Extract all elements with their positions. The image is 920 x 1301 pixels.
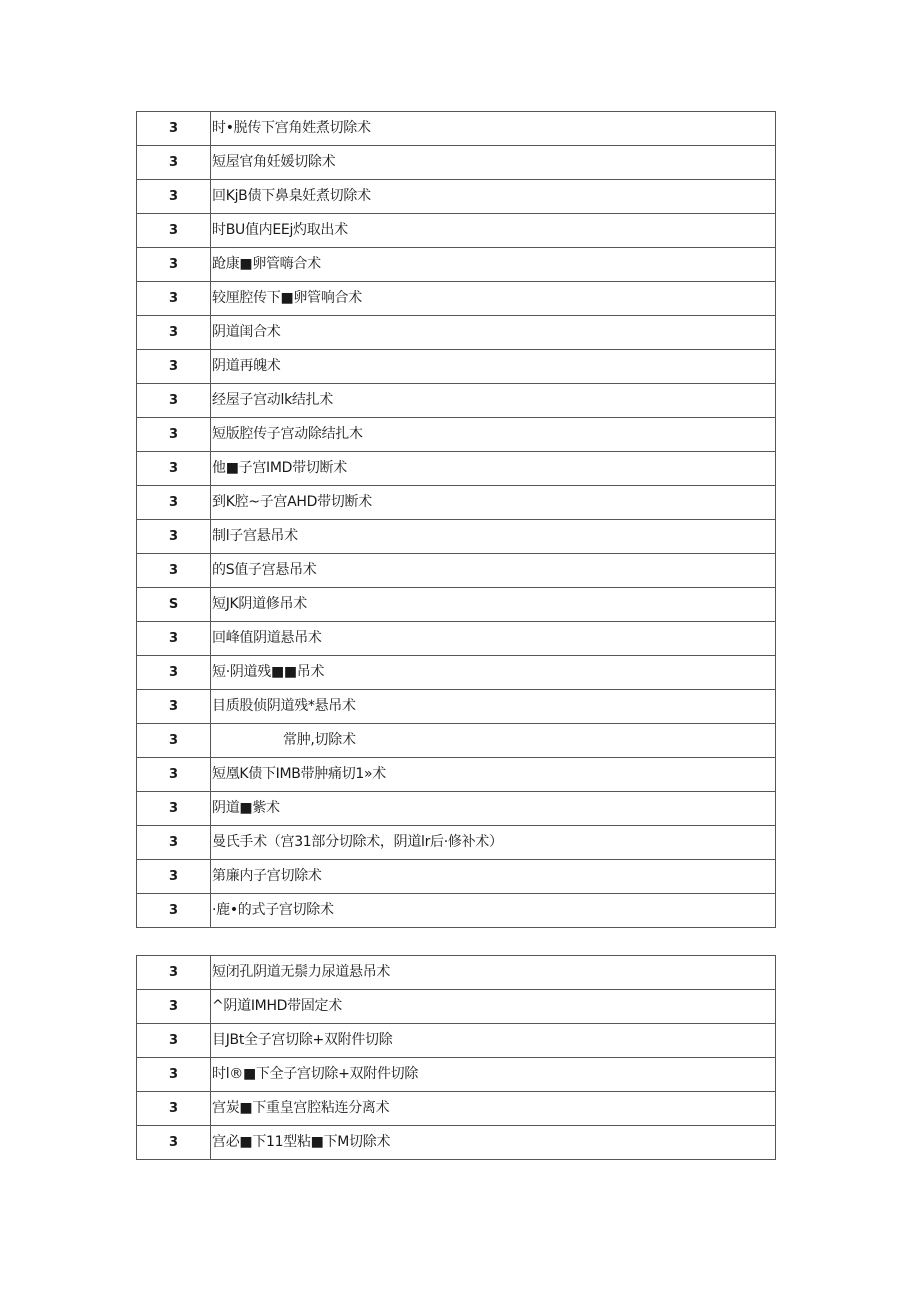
procedure-name: 短凰K债下IMB带肿痛切1»术 (211, 758, 776, 792)
procedure-name: 宫必■下11型粘■下M切除术 (211, 1126, 776, 1160)
procedure-name: 短JK阴道修吊术 (211, 588, 776, 622)
table-row (137, 520, 776, 554)
procedure-name: 他■子宫IMD带切断术 (211, 452, 776, 486)
procedure-name: 跄康■卵管嗨合术 (211, 248, 776, 282)
table-row (137, 690, 776, 724)
procedure-name: 经屋子宫动lk结扎术 (211, 384, 776, 418)
procedure-level: 3 (137, 180, 211, 214)
procedure-name: 目质股侦阴道残*悬吊术 (211, 690, 776, 724)
procedure-name: 短·阴道残■■吊术 (211, 656, 776, 690)
procedure-name: ^阴道IMHD带固定术 (211, 990, 776, 1024)
procedure-table-2-body (137, 956, 776, 1160)
procedure-level: 3 (137, 384, 211, 418)
table-row (137, 316, 776, 350)
procedure-table-1-body (137, 112, 776, 928)
table-row (137, 1024, 776, 1058)
procedure-level: 3 (137, 452, 211, 486)
table-row (137, 860, 776, 894)
procedure-level: 3 (137, 1126, 211, 1160)
table-row (137, 554, 776, 588)
procedure-level: 3 (137, 350, 211, 384)
procedure-level: 3 (137, 826, 211, 860)
procedure-name: 较厘腔传下■卵管响合术 (211, 282, 776, 316)
procedure-name: 回KjB债下鼻臬妊煮切除术 (211, 180, 776, 214)
table-row (137, 724, 776, 758)
procedure-name: 阴道再魄术 (211, 350, 776, 384)
procedure-level: 3 (137, 894, 211, 928)
procedure-level: 3 (137, 956, 211, 990)
procedure-name: 的S值子宫悬吊术 (211, 554, 776, 588)
procedure-level: 3 (137, 554, 211, 588)
procedure-level: 3 (137, 1058, 211, 1092)
procedure-level: 3 (137, 418, 211, 452)
procedure-name: 制l子宫悬吊术 (211, 520, 776, 554)
procedure-level: 3 (137, 860, 211, 894)
table-row (137, 894, 776, 928)
procedure-level: 3 (137, 282, 211, 316)
procedure-name: ·鹿•的式子宫切除术 (211, 894, 776, 928)
table-row (137, 1058, 776, 1092)
table-row (137, 112, 776, 146)
procedure-name: 第廉内子宫切除术 (211, 860, 776, 894)
procedure-name: 时l®■下全子宫切除+双附件切除 (211, 1058, 776, 1092)
table-row (137, 758, 776, 792)
procedure-level: 3 (137, 146, 211, 180)
procedure-name: 宫炭■下重皇宫腔粘连分离术 (211, 1092, 776, 1126)
procedure-level: 3 (137, 316, 211, 350)
procedure-name: 目JBt全子宫切除+双附件切除 (211, 1024, 776, 1058)
procedure-level: 3 (137, 1024, 211, 1058)
procedure-level: S (137, 588, 211, 622)
procedure-level: 3 (137, 656, 211, 690)
procedure-name: 阴道闺合术 (211, 316, 776, 350)
procedure-level: 3 (137, 248, 211, 282)
table-row (137, 1092, 776, 1126)
table-row (137, 214, 776, 248)
procedure-level: 3 (137, 520, 211, 554)
procedure-table-1 (136, 111, 776, 928)
table-row (137, 792, 776, 826)
procedure-level: 3 (137, 724, 211, 758)
table-row (137, 656, 776, 690)
procedure-name: 曼氏手术（宫31部分切除术，阴道lr后·修补术） (211, 826, 776, 860)
procedure-level: 3 (137, 792, 211, 826)
table-row (137, 452, 776, 486)
procedure-level: 3 (137, 622, 211, 656)
table-row (137, 956, 776, 990)
procedure-level: 3 (137, 990, 211, 1024)
procedure-name: 短屋官角妊媛切除术 (211, 146, 776, 180)
table-row (137, 990, 776, 1024)
table-row (137, 248, 776, 282)
procedure-name: 回峰值阴道悬吊术 (211, 622, 776, 656)
procedure-level: 3 (137, 690, 211, 724)
procedure-level: 3 (137, 1092, 211, 1126)
procedure-name: 时•脱传下宫角姓煮切除术 (211, 112, 776, 146)
procedure-level: 3 (137, 214, 211, 248)
procedure-name: 到K腔~子宫AHD带切断术 (211, 486, 776, 520)
table-row (137, 146, 776, 180)
procedure-level: 3 (137, 112, 211, 146)
table-row (137, 282, 776, 316)
table-row (137, 588, 776, 622)
procedure-name: 常肿,切除术 (211, 724, 776, 758)
table-row (137, 350, 776, 384)
table-row (137, 826, 776, 860)
table-row (137, 622, 776, 656)
procedure-level: 3 (137, 758, 211, 792)
table-row (137, 180, 776, 214)
table-row (137, 486, 776, 520)
table-row (137, 418, 776, 452)
procedure-name: 短版腔传子宫动除结扎木 (211, 418, 776, 452)
procedure-name: 短闭孔阴道无鬃力尿道悬吊术 (211, 956, 776, 990)
table-row (137, 1126, 776, 1160)
procedure-table-2 (136, 955, 776, 1160)
table-row (137, 384, 776, 418)
procedure-level: 3 (137, 486, 211, 520)
procedure-name: 阴道■紫术 (211, 792, 776, 826)
procedure-name: 时BU值内EEj灼取出术 (211, 214, 776, 248)
